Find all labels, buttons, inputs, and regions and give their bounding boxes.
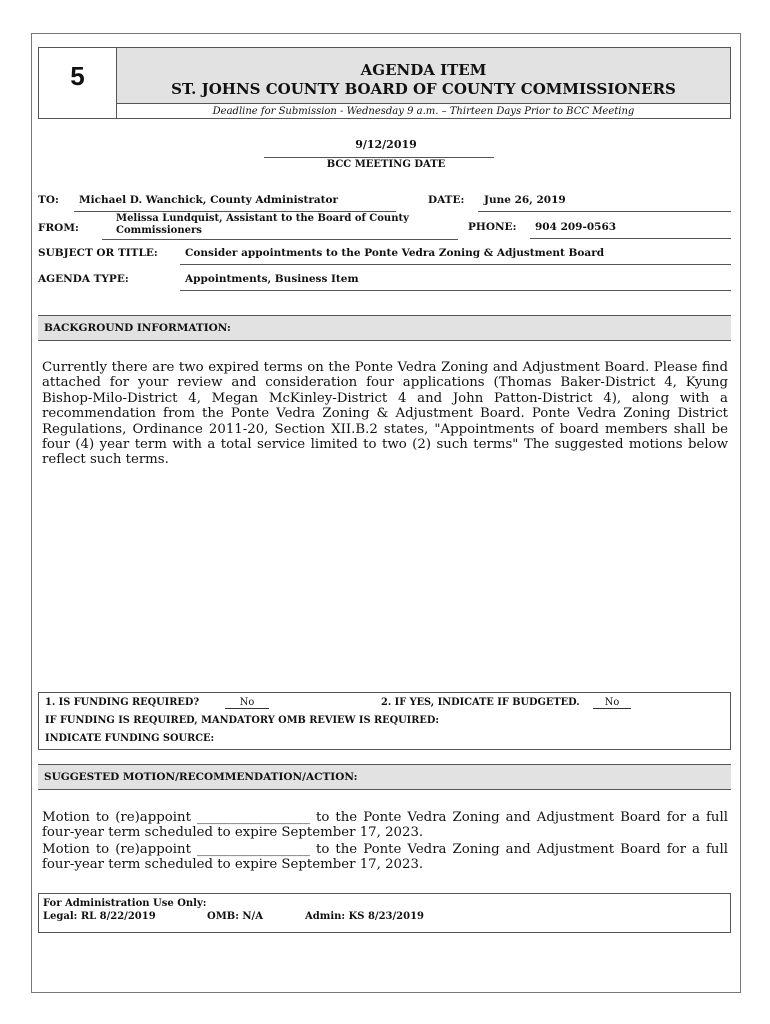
funding-q1-value: No xyxy=(225,697,269,709)
background-heading: BACKGROUND INFORMATION: xyxy=(38,315,731,341)
subject-underline xyxy=(180,264,731,265)
phone-underline xyxy=(530,238,731,239)
motion-line-2: Motion to (re)appoint _________________ to the Ponte Vedra Zoning and Adjustment Board for a full four-year term scheduled to expire September 17, 2023. xyxy=(42,842,728,873)
meeting-date-label: BCC MEETING DATE xyxy=(326,159,446,170)
from-value xyxy=(116,213,409,237)
admin-use-box xyxy=(38,893,731,933)
from-value-line2: Commissioners xyxy=(116,225,202,236)
subject-label: SUBJECT OR TITLE: xyxy=(38,247,158,259)
from-label: FROM: xyxy=(38,222,79,234)
agenda-item-number: 5 xyxy=(39,48,117,104)
header-title-line2: ST. JOHNS COUNTY BOARD OF COUNTY COMMISSIONERS xyxy=(171,80,676,98)
funding-q2-value: No xyxy=(593,697,631,709)
meeting-date-rule xyxy=(264,157,494,158)
agenda-type-underline xyxy=(180,290,731,291)
admin-omb: OMB: N/A xyxy=(207,911,263,922)
funding-source-label: INDICATE FUNDING SOURCE: xyxy=(45,733,215,744)
admin-initials: Admin: KS 8/23/2019 xyxy=(305,911,424,922)
from-underline xyxy=(102,239,458,240)
admin-legal: Legal: RL 8/22/2019 xyxy=(43,911,156,922)
header-title xyxy=(117,48,730,104)
to-value: Michael D. Wanchick, County Administrator xyxy=(79,194,339,206)
to-underline xyxy=(74,211,396,212)
subject-value: Consider appointments to the Ponte Vedra Zoning & Adjustment Board xyxy=(185,247,605,259)
header-box xyxy=(38,47,731,119)
date-underline xyxy=(478,211,731,212)
funding-q2-label: 2. IF YES, INDICATE IF BUDGETED. xyxy=(381,697,580,708)
background-text: Currently there are two expired terms on the Ponte Vedra Zoning and Adjustment Board. Please find attached for your review and consideration four applications (Thomas Baker-District 4, Kyung Bishop-Milo-District 4, Megan McKinley-District 4 and John Patton-District 4), along with a recommendation from the Ponte Vedra Zoning & Adjustment Board. Ponte Vedra Zoning District Regulations, Ordinance 2011-20, Section XII.B.2 states, "Appointments of board members shall be four (4) year term with a total service limited to two (2) such terms" The suggested motions below reflect such terms. xyxy=(42,360,728,468)
date-label: DATE: xyxy=(428,194,465,206)
agenda-form xyxy=(31,33,741,993)
phone-value: 904 209-0563 xyxy=(535,221,617,233)
funding-q1-label: 1. IS FUNDING REQUIRED? xyxy=(45,697,200,708)
funding-box xyxy=(38,692,731,750)
header-number-cell-extension xyxy=(39,104,117,119)
date-value: June 26, 2019 xyxy=(484,194,566,206)
from-value-line1: Melissa Lundquist, Assistant to the Board of County xyxy=(116,213,409,224)
motion-heading: SUGGESTED MOTION/RECOMMENDATION/ACTION: xyxy=(38,764,731,790)
submission-deadline: Deadline for Submission - Wednesday 9 a.m. – Thirteen Days Prior to BCC Meeting xyxy=(212,106,635,117)
admin-use-heading: For Administration Use Only: xyxy=(43,898,207,909)
header-title-line1: AGENDA ITEM xyxy=(360,61,487,79)
agenda-type-value: Appointments, Business Item xyxy=(185,273,359,285)
phone-label: PHONE: xyxy=(468,221,517,233)
to-label: TO: xyxy=(38,194,59,206)
meeting-date: 9/12/2019 xyxy=(355,138,417,151)
agenda-type-label: AGENDA TYPE: xyxy=(38,273,129,285)
motion-line-1: Motion to (re)appoint _________________ to the Ponte Vedra Zoning and Adjustment Board for a full four-year term scheduled to expire September 17, 2023. xyxy=(42,810,728,841)
omb-review-note: IF FUNDING IS REQUIRED, MANDATORY OMB REVIEW IS REQUIRED: xyxy=(45,715,439,726)
